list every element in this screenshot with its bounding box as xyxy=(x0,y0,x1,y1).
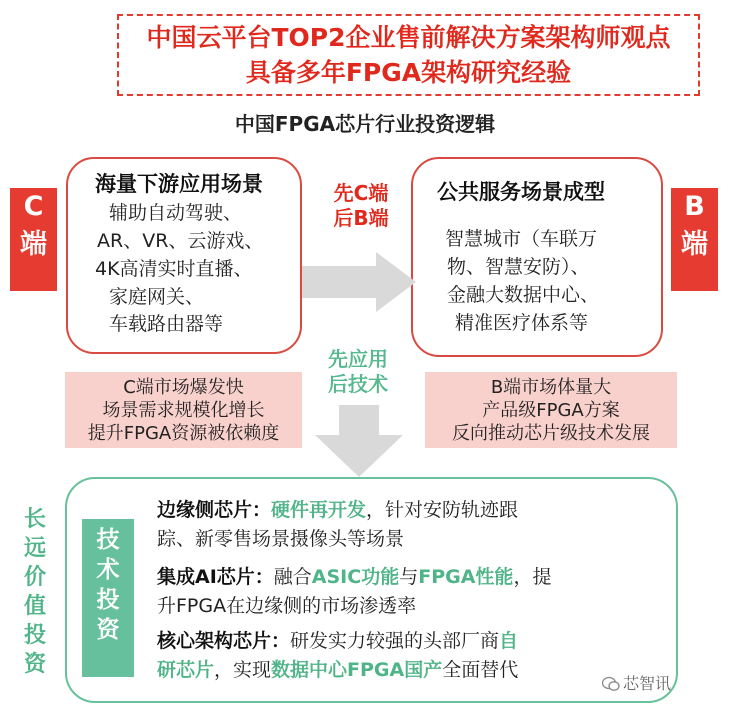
edge-chip-key: 边缘侧芯片： xyxy=(157,499,272,521)
c-market-line: C端市场爆发快 xyxy=(123,377,244,398)
tech-invest-char: 技 xyxy=(96,527,120,553)
core-chip-line-2 xyxy=(157,657,518,684)
watermark xyxy=(602,671,671,694)
public-service-line: 精准医疗体系等 xyxy=(455,312,589,334)
edge-chip-line-2: 踪、新零售场景摄像头等场景 xyxy=(157,528,405,550)
c-market-line: 场景需求规模化增长 xyxy=(102,400,265,421)
b-market-line: 产品级FPGA方案 xyxy=(482,400,620,421)
b-market-line: 反向推动芯片级技术发展 xyxy=(452,423,650,444)
downstream-scene-line: 辅助自动驾驶、 xyxy=(109,202,243,224)
edge-chip-highlight: 硬件再开发 xyxy=(271,499,367,521)
core-chip-key: 核心架构芯片： xyxy=(157,630,291,652)
wechat-icon xyxy=(602,676,620,692)
ai-chip-text: 融合 xyxy=(273,566,312,588)
long-term-char: 值 xyxy=(23,594,46,619)
public-service-title: 公共服务场景成型 xyxy=(437,180,605,204)
downstream-scenes-title: 海量下游应用场景 xyxy=(95,172,263,196)
tech-invest-char: 资 xyxy=(96,617,120,643)
core-chip-highlight: 自 xyxy=(499,630,519,652)
right-arrow-icon xyxy=(302,252,416,312)
long-term-char: 投 xyxy=(23,623,46,648)
core-chip-text: ，实现 xyxy=(214,659,272,681)
core-chip-highlight: 数据中心FPGA国产 xyxy=(271,659,443,681)
long-term-char: 长 xyxy=(23,507,46,532)
public-service-line: 智慧城市（车联万 xyxy=(445,228,598,250)
b-market-info-box xyxy=(425,372,677,448)
core-chip-line-1 xyxy=(157,628,518,655)
c-side-box xyxy=(10,188,57,291)
tech-investment-tag xyxy=(82,519,134,677)
c-side-letter: C xyxy=(23,191,44,222)
c-side-char: 端 xyxy=(20,229,47,260)
flow-label-line: 后B端 xyxy=(333,206,389,230)
long-term-char: 远 xyxy=(23,536,46,561)
downstream-scene-line: AR、VR、云游戏、 xyxy=(97,230,264,252)
flow-label-line: 后技术 xyxy=(328,372,388,396)
core-chip-highlight: 研芯片 xyxy=(157,659,215,681)
ai-chip-highlight: FPGA性能 xyxy=(418,566,514,588)
long-term-char: 资 xyxy=(23,652,46,677)
core-chip-text: 全面替代 xyxy=(442,659,519,681)
ai-chip-text: 与 xyxy=(399,566,419,588)
core-chip-text: 研发实力较强的头部厂商 xyxy=(290,630,500,652)
ai-chip-text: ，提 xyxy=(513,566,552,588)
c-market-line: 提升FPGA资源被依赖度 xyxy=(87,423,280,444)
ai-chip-key: 集成AI芯片： xyxy=(157,566,274,588)
edge-chip-text: ，针对安防轨迹跟 xyxy=(366,499,519,521)
flow-label-c-then-b xyxy=(316,181,406,231)
b-side-box xyxy=(671,188,718,291)
downstream-scene-line: 4K高清实时直播、 xyxy=(95,258,253,280)
watermark-text: 芯智讯 xyxy=(623,674,672,693)
downstream-scene-line: 家庭网关、 xyxy=(109,286,205,308)
diagram-subtitle: 中国FPGA芯片行业投资逻辑 xyxy=(234,112,496,136)
public-service-line: 物、智慧安防）、 xyxy=(447,256,590,278)
b-market-line: B端市场体量大 xyxy=(490,377,612,398)
downstream-scene-line: 车载路由器等 xyxy=(109,313,224,335)
long-term-char: 价 xyxy=(23,565,46,590)
b-side-letter: B xyxy=(684,191,705,222)
c-market-info-box xyxy=(65,372,302,448)
flow-label-line: 先C端 xyxy=(333,181,389,205)
ai-chip-highlight: ASIC功能 xyxy=(311,566,400,588)
flow-label-app-then-tech xyxy=(312,347,404,397)
public-service-line: 金融大数据中心、 xyxy=(447,284,600,306)
b-side-char: 端 xyxy=(681,229,708,260)
down-arrow-icon xyxy=(315,405,403,477)
tech-invest-char: 投 xyxy=(96,587,120,613)
long-term-investment-label xyxy=(18,505,52,679)
header-line-1: 中国云平台TOP2企业售前解决方案架构师观点 xyxy=(146,23,671,52)
header-line-2: 具备多年FPGA架构研究经验 xyxy=(245,58,572,87)
tech-invest-char: 术 xyxy=(96,557,120,583)
ai-chip-line-1 xyxy=(157,564,551,591)
flow-label-line: 先应用 xyxy=(328,347,388,371)
edge-chip-line-1 xyxy=(157,497,518,524)
ai-chip-line-2: 升FPGA在边缘侧的市场渗透率 xyxy=(157,595,417,617)
